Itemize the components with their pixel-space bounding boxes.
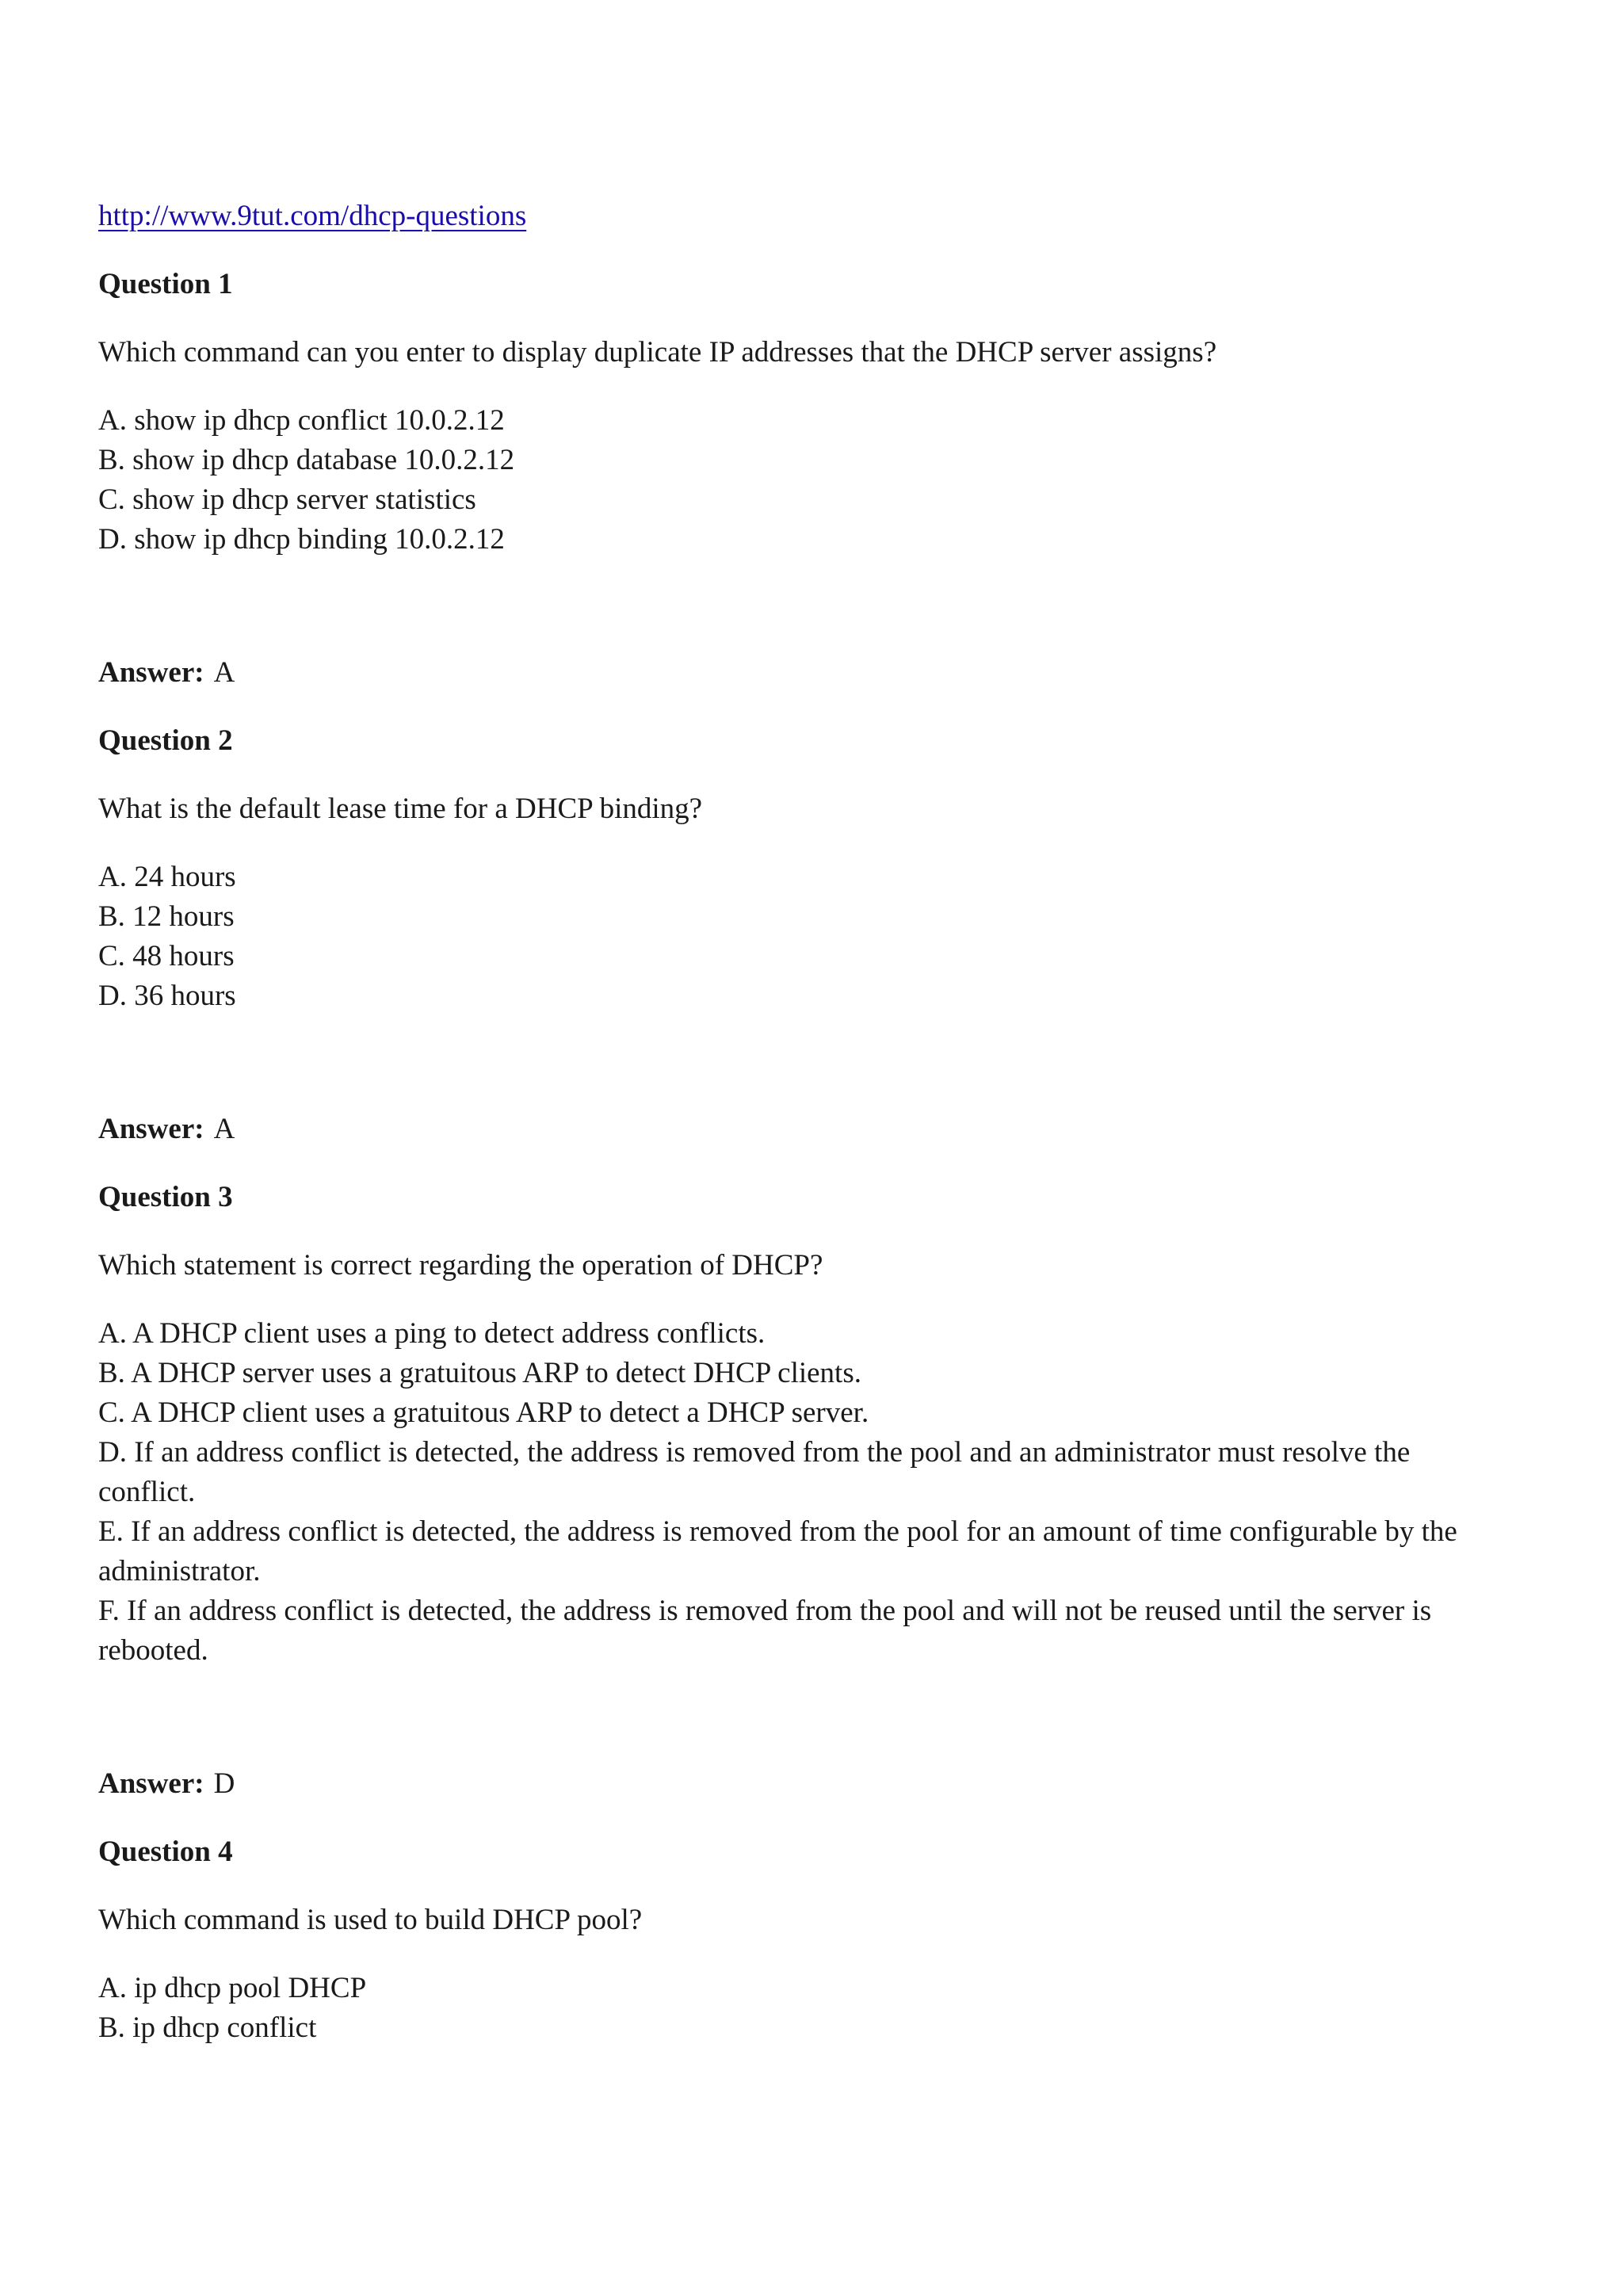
option-item: E. If an address conflict is detected, the address is removed from the pool for an amount of time configurable by the administrator. — [98, 1515, 1457, 1587]
question-block-3 — [98, 1178, 1461, 1804]
option-item: D. show ip dhcp binding 10.0.2.12 — [98, 523, 505, 556]
question-text: What is the default lease time for a DHCP binding? — [98, 793, 703, 825]
question-text: Which command is used to build DHCP pool? — [98, 1904, 643, 1936]
source-link[interactable]: http://www.9tut.com/dhcp-questions — [98, 200, 527, 232]
question-block-2 — [98, 721, 1461, 1149]
question-title: Question 2 — [98, 724, 233, 757]
option-item: D. If an address conflict is detected, the address is removed from the pool and an administrator must resolve the conflict. — [98, 1436, 1411, 1508]
question-title: Question 3 — [98, 1181, 233, 1213]
question-text: Which statement is correct regarding the operation of DHCP? — [98, 1249, 823, 1282]
document-page — [98, 197, 1461, 2048]
answer-line — [98, 653, 1461, 693]
option-item: C. show ip dhcp server statistics — [98, 483, 476, 516]
option-item: D. 36 hours — [98, 980, 236, 1012]
option-item: A. show ip dhcp conflict 10.0.2.12 — [98, 404, 505, 437]
answer-value: D — [213, 1767, 235, 1800]
option-item: A. ip dhcp pool DHCP — [98, 1972, 367, 2004]
option-item: B. show ip dhcp database 10.0.2.12 — [98, 444, 515, 476]
option-item: B. A DHCP server uses a gratuitous ARP to detect DHCP clients. — [98, 1357, 861, 1389]
answer-line — [98, 1110, 1461, 1149]
option-item: B. ip dhcp conflict — [98, 2011, 317, 2044]
options-list — [98, 858, 1461, 1016]
options-list — [98, 1969, 1461, 2048]
answer-label: Answer: — [98, 1767, 204, 1800]
question-title: Question 1 — [98, 268, 233, 300]
answer-label: Answer: — [98, 1113, 204, 1145]
question-title: Question 4 — [98, 1836, 233, 1868]
question-block-1 — [98, 265, 1461, 693]
question-text: Which command can you enter to display duplicate IP addresses that the DHCP server assigns? — [98, 336, 1217, 369]
option-item: C. 48 hours — [98, 940, 235, 972]
question-block-4 — [98, 1832, 1461, 2048]
option-item: F. If an address conflict is detected, the address is removed from the pool and will not be reused until the server is rebooted. — [98, 1595, 1432, 1667]
answer-value: A — [213, 656, 235, 689]
options-list — [98, 1314, 1461, 1671]
options-list — [98, 401, 1461, 560]
option-item: B. 12 hours — [98, 900, 235, 933]
option-item: A. A DHCP client uses a ping to detect address conflicts. — [98, 1317, 766, 1350]
answer-line — [98, 1764, 1461, 1804]
answer-value: A — [213, 1113, 235, 1145]
option-item: C. A DHCP client uses a gratuitous ARP to detect a DHCP server. — [98, 1396, 869, 1429]
option-item: A. 24 hours — [98, 861, 236, 893]
answer-label: Answer: — [98, 656, 204, 689]
